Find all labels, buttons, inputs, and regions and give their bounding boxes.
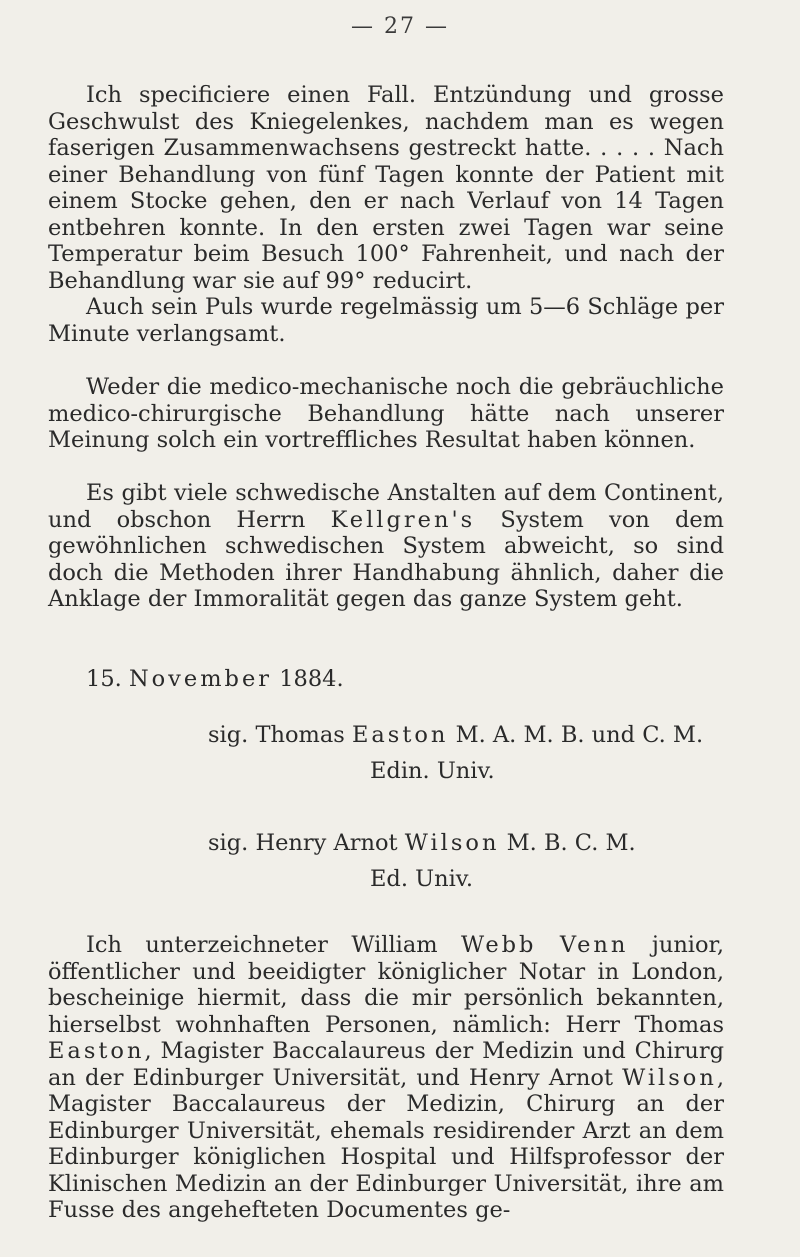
signature-easton-institution: Edin. Univ.: [370, 758, 495, 784]
date-day: 15.: [86, 666, 122, 692]
page-number: — 27 —: [351, 14, 449, 39]
signature-wilson-line: [208, 830, 636, 857]
paragraph-text: Ich unterzeichneter William: [86, 932, 462, 958]
document-date: [86, 666, 344, 693]
date-year: 1884.: [279, 666, 344, 692]
signature-wilson-institution: Ed. Univ.: [370, 866, 473, 892]
person-name-wilson: Wilson: [622, 1064, 717, 1091]
signature-prefix: sig. Henry Arnot: [208, 830, 398, 856]
paragraph-text: System von dem gewöhnlichen schwedischen System abweicht, so sind doch die Methoden ihrer Handhabung ähnlich, daher die Anklage der Immoralität gegen das ganze System geht.: [48, 506, 725, 612]
paragraph-swedish-institutions: [48, 480, 724, 613]
signature-easton-line: [208, 722, 703, 749]
signature-surname: Wilson: [404, 830, 500, 856]
person-name-kellgren: Kellgren's: [330, 506, 476, 533]
date-month: November: [128, 666, 273, 692]
paragraph-text: , Magister Baccalaureus der Medizin, Chirurg an der Edinburger Universität, ehemals residirender Arzt an dem Edinburger königlichen Hospital und Hilfsprofessor der Klinischen Medizin an der Edinburger Universität, ihre am Fusse des angehefteten Documentes ge-: [48, 1064, 724, 1223]
paragraph-text: junior, öffentlicher und beeidigter königlicher Notar in London, bescheinige hiermit, dass die mir persönlich bekannten, hierselbst wohnhaften Personen, nämlich: Herr Thomas: [48, 932, 724, 1038]
signature-degrees: M. B. C. M.: [506, 830, 636, 856]
paragraph-treatment-comparison: Weder die medico-mechanische noch die gebräuchliche medico-chirurgische Behandlung hätte nach unserer Meinung solch ein vortreffliches Resultat haben können.: [48, 374, 724, 453]
paragraph-notary-certification: [48, 932, 724, 1224]
paragraph-text: , Magister Baccalaureus der Medizin und Chirurg an der Edinburger Universität, und Henry Arnot: [48, 1038, 724, 1091]
paragraph-pulse: Auch sein Puls wurde regelmässig um 5—6 Schläge per Minute verlangsamt.: [48, 294, 724, 347]
paragraph-case-description: Ich specificiere einen Fall. Entzündung und grosse Geschwulst des Kniegelenkes, nachdem man es wegen faserigen Zusammenwachsens gestreckt hatte. . . . . Nach einer Behandlung von fünf Tagen konnte der Patient mit einem Stocke gehen, den er nach Verlauf von 14 Tagen entbehren konnte. In den ersten zwei Tagen war seine Temperatur beim Besuch 100° Fahrenheit, und nach der Behandlung war sie auf 99° reducirt.: [48, 82, 724, 294]
person-name-webb: Webb: [461, 932, 537, 958]
signature-surname: Easton: [351, 722, 449, 748]
person-name-easton: Easton: [48, 1038, 145, 1064]
paragraph-text: Es gibt viele schwedische Anstalten auf dem Continent, und obschon Herrn: [48, 480, 724, 533]
signature-degrees: M. A. M. B. und C. M.: [455, 722, 704, 748]
signature-prefix: sig. Thomas: [208, 722, 345, 748]
person-name-venn: Venn: [559, 932, 629, 958]
